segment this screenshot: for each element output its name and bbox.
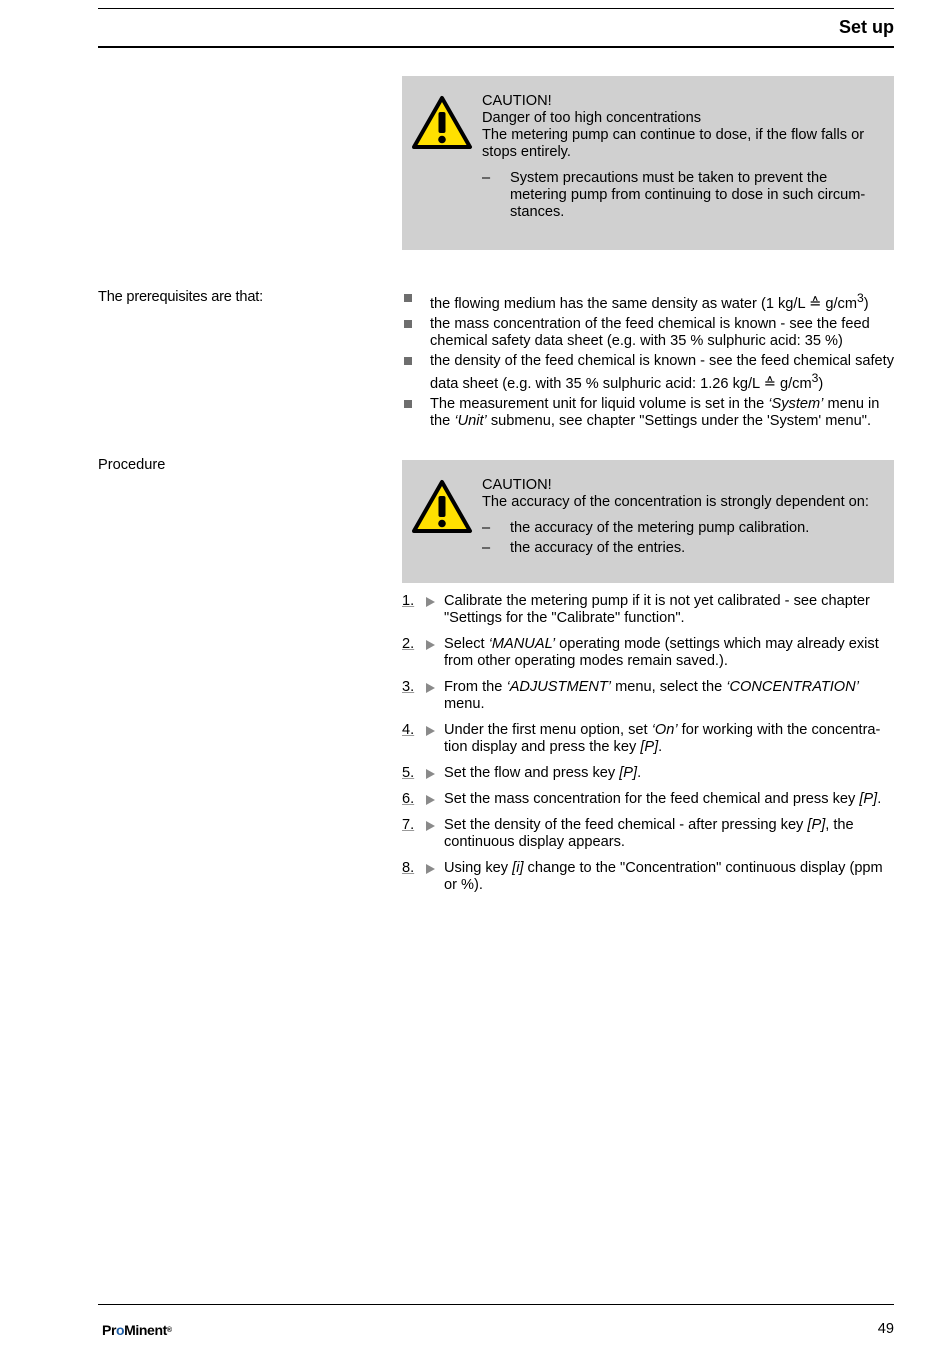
superscript: 3 bbox=[857, 291, 864, 305]
step-arrow-icon bbox=[426, 683, 435, 693]
dash-item-text: System precautions must be taken to prevent the metering pump from continuing to dose in such circumstances. bbox=[510, 170, 866, 220]
step-text: Set the density of the feed chemical - after pressing key bbox=[444, 817, 808, 833]
prereq-text: The measurement unit for liquid volume is set in the bbox=[430, 395, 769, 412]
warning-triangle-icon bbox=[411, 95, 473, 151]
dash-item-text: the accuracy of the metering pump calibration. bbox=[510, 520, 810, 536]
procedure-step bbox=[402, 679, 894, 713]
procedure-step bbox=[402, 765, 894, 782]
caution-dash-item bbox=[482, 540, 878, 557]
step-text: change to the "Concentration" continuous display (ppm or %). bbox=[444, 860, 883, 893]
dash-marker: – bbox=[482, 170, 491, 186]
key-name: [P] bbox=[619, 765, 638, 781]
logo-text-end: Minent bbox=[124, 1322, 167, 1338]
key-name: [P] bbox=[640, 739, 659, 755]
section-title: Set up bbox=[838, 17, 894, 37]
step-text: . bbox=[658, 739, 663, 755]
prerequisites-label: The prerequisites are that: bbox=[98, 289, 263, 305]
caution-subheading: Danger of too high concentrations bbox=[482, 110, 702, 126]
step-text: for working with the concentration display and press the key bbox=[444, 722, 881, 755]
prereq-text: the density of the feed chemical is known - see the feed chemical safety data sheet (e.g. with 35 % sulphuric acid: 1.26 kg/L ≙ g/cm bbox=[430, 352, 895, 392]
caution-dash-item bbox=[482, 170, 878, 221]
prerequisite-item bbox=[402, 396, 894, 430]
step-number: 5. bbox=[402, 765, 415, 781]
menu-name: ‘System’ bbox=[768, 395, 824, 412]
procedure-step bbox=[402, 860, 894, 894]
step-text: operating mode (settings which may already exist from other operating modes remain saved.). bbox=[444, 636, 879, 669]
step-arrow-icon bbox=[426, 726, 435, 736]
prereq-text: the mass concentration of the feed chemical is known - see the feed chemical safety data sheet (e.g. with 35 % sulphuric acid: 35 %) bbox=[430, 315, 870, 349]
step-text: Set the flow and press key bbox=[444, 765, 620, 781]
mode-name: ‘MANUAL’ bbox=[488, 636, 556, 652]
step-number: 1. bbox=[402, 593, 415, 609]
step-text: Set the mass concentration for the feed chemical and press key bbox=[444, 791, 860, 807]
bullet-square-icon bbox=[404, 400, 412, 408]
step-text: . bbox=[877, 791, 882, 807]
prereq-text: submenu, see chapter "Settings under the 'System' menu". bbox=[486, 412, 872, 429]
step-text: , the continuous display appears. bbox=[444, 817, 854, 850]
procedure-step bbox=[402, 593, 894, 627]
prereq-text: ) bbox=[863, 295, 869, 312]
caution-box-accuracy bbox=[402, 460, 894, 583]
caution-dash-item bbox=[482, 520, 878, 537]
step-text: Under the first menu option, set bbox=[444, 722, 652, 738]
prominent-logo bbox=[102, 1322, 172, 1339]
procedure-step bbox=[402, 817, 894, 851]
step-text: Calibrate the metering pump if it is not yet calibrated - see chapter "Settings for the "Calibrate" function". bbox=[444, 593, 870, 626]
top-rule bbox=[98, 8, 894, 9]
caution-text: The accuracy of the concentration is strongly dependent on: bbox=[482, 494, 869, 510]
step-text: Select bbox=[444, 636, 489, 652]
step-number: 4. bbox=[402, 722, 415, 738]
step-number: 3. bbox=[402, 679, 415, 695]
step-arrow-icon bbox=[426, 821, 435, 831]
step-text: menu. bbox=[444, 696, 485, 712]
step-number: 8. bbox=[402, 860, 415, 876]
page-number: 49 bbox=[877, 1321, 894, 1337]
step-number: 6. bbox=[402, 791, 415, 807]
prerequisite-item bbox=[402, 316, 894, 350]
logo-text-accent: o bbox=[116, 1322, 125, 1338]
dash-marker: – bbox=[482, 520, 491, 536]
step-text: Using key bbox=[444, 860, 513, 876]
procedure-label: Procedure bbox=[98, 457, 166, 473]
step-arrow-icon bbox=[426, 640, 435, 650]
prerequisite-item bbox=[402, 353, 894, 393]
procedure-step bbox=[402, 791, 894, 808]
dash-item-text: the accuracy of the entries. bbox=[510, 540, 686, 556]
prereq-text: the flowing medium has the same density as water (1 kg/L ≙ g/cm bbox=[430, 295, 857, 312]
caution-box-concentration bbox=[402, 76, 894, 250]
logo-text-start: Pr bbox=[102, 1322, 116, 1338]
procedure-step bbox=[402, 722, 894, 756]
step-arrow-icon bbox=[426, 597, 435, 607]
key-name: [P] bbox=[859, 791, 878, 807]
prereq-text: menu in the bbox=[430, 395, 880, 429]
registered-mark: ® bbox=[166, 1327, 172, 1334]
key-name: [P] bbox=[807, 817, 826, 833]
caution-text: The metering pump can continue to dose, if the flow falls or stops entirely. bbox=[482, 127, 865, 160]
step-arrow-icon bbox=[426, 864, 435, 874]
key-name: [i] bbox=[512, 860, 524, 876]
bullet-square-icon bbox=[404, 357, 412, 365]
bullet-square-icon bbox=[404, 294, 412, 302]
step-arrow-icon bbox=[426, 769, 435, 779]
menu-name: ‘Unit’ bbox=[454, 412, 487, 429]
step-number: 7. bbox=[402, 817, 415, 833]
superscript: 3 bbox=[811, 370, 819, 385]
prereq-text: ) bbox=[818, 375, 824, 392]
menu-name: ‘CONCENTRATION’ bbox=[726, 679, 859, 695]
warning-triangle-icon bbox=[411, 479, 473, 535]
prerequisites-list bbox=[402, 290, 894, 433]
step-text: menu, select the bbox=[611, 679, 727, 695]
option-name: ‘On’ bbox=[651, 722, 678, 738]
procedure-step bbox=[402, 636, 894, 670]
caution-heading: CAUTION! bbox=[482, 477, 552, 493]
menu-name: ‘ADJUSTMENT’ bbox=[506, 679, 612, 695]
caution-heading: CAUTION! bbox=[482, 93, 552, 109]
prerequisite-item bbox=[402, 290, 894, 313]
bullet-square-icon bbox=[404, 320, 412, 328]
step-text: From the bbox=[444, 679, 507, 695]
header-rule bbox=[98, 46, 894, 48]
step-text: . bbox=[637, 765, 642, 781]
step-number: 2. bbox=[402, 636, 415, 652]
procedure-steps bbox=[402, 593, 894, 903]
dash-marker: – bbox=[482, 540, 491, 556]
step-arrow-icon bbox=[426, 795, 435, 805]
footer-rule bbox=[98, 1304, 894, 1305]
